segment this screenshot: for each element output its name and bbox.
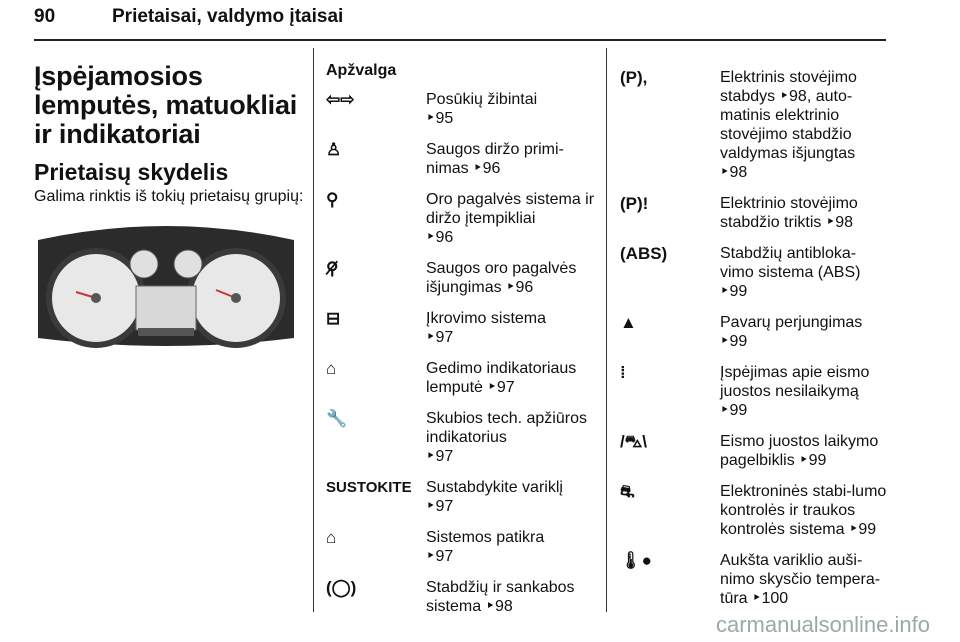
lane-keep-assist-icon: /⛍\ bbox=[620, 432, 647, 451]
page-number: 90 bbox=[34, 6, 56, 27]
parking-brake-fault-icon: (P)! bbox=[620, 194, 649, 213]
indicator-entry bbox=[326, 309, 596, 347]
page-reference[interactable]: ‣ 98 bbox=[486, 598, 513, 615]
page-reference[interactable]: ‣ 97 bbox=[426, 448, 453, 465]
instrument-cluster-illustration bbox=[34, 220, 298, 352]
entry-text: Gedimo indikatoriaus lemputė bbox=[426, 360, 577, 396]
stability-control-icon: ⛐ bbox=[620, 482, 635, 501]
page-reference[interactable]: ‣ 95 bbox=[426, 110, 453, 127]
entry-text: Įkrovimo sistema bbox=[426, 310, 547, 327]
shift-arrow-icon: ▲ bbox=[620, 313, 637, 332]
indicator-entry bbox=[620, 313, 888, 351]
subsection-heading: Prietaisų skydelis bbox=[34, 159, 229, 185]
column-1 bbox=[34, 62, 304, 207]
indicator-entry bbox=[326, 359, 596, 397]
indicator-entry bbox=[326, 140, 596, 178]
indicator-entry bbox=[620, 244, 888, 301]
lane-departure-icon: ⁞ bbox=[620, 363, 626, 382]
entry-text: Posūkių žibintai bbox=[426, 91, 538, 108]
page-reference[interactable]: ‣ 97 bbox=[426, 329, 453, 346]
indicator-entry bbox=[620, 194, 888, 232]
indicator-entry bbox=[620, 363, 888, 420]
entry-text: Stabdžių antibloka-vimo sistema (ABS) bbox=[720, 245, 861, 281]
entry-text: Skubios tech. apžiūros indikatorius bbox=[426, 410, 587, 446]
indicator-entry bbox=[326, 528, 596, 566]
column-2 bbox=[326, 62, 596, 628]
airbag-icon: ⚲ bbox=[326, 190, 339, 209]
entry-text-continued: , auto-matinis elektrinio stovėjimo stabdžio valdymas išjungtas bbox=[720, 88, 856, 162]
battery-icon: ⊟ bbox=[326, 309, 341, 328]
column-3 bbox=[620, 68, 888, 620]
watermark: carmanualsonline.info bbox=[715, 612, 930, 637]
indicator-entry bbox=[326, 259, 596, 297]
entry-text: Eismo juostos laikymo pagelbiklis bbox=[720, 433, 879, 469]
header-rule bbox=[34, 39, 886, 41]
indicator-entry bbox=[620, 432, 888, 470]
page-reference[interactable]: ‣ 99 bbox=[720, 402, 747, 419]
parking-brake-icon: (P), bbox=[620, 68, 648, 87]
system-check-icon: ⌂ bbox=[326, 528, 337, 547]
indicator-entry bbox=[326, 190, 596, 247]
coolant-temperature-icon: 🌡● bbox=[620, 551, 652, 570]
page-reference[interactable]: ‣ 96 bbox=[506, 279, 533, 296]
wrench-icon: 🔧 bbox=[326, 409, 348, 428]
airbag-off-icon: ⚲̸ bbox=[326, 259, 339, 278]
page-reference[interactable]: ‣ 96 bbox=[473, 160, 500, 177]
entry-text: Oro pagalvės sistema ir diržo įtempikliai bbox=[426, 191, 595, 227]
page-reference[interactable]: ‣ 97 bbox=[426, 498, 453, 515]
entry-text: Saugos diržo primi-nimas bbox=[426, 141, 564, 177]
overview-heading: Apžvalga bbox=[326, 62, 397, 79]
entry-text: Elektrinis stovėjimo stabdys bbox=[720, 69, 857, 105]
page-header bbox=[34, 4, 886, 44]
indicator-entry bbox=[326, 409, 596, 466]
section-heading: Įspėjamosios lemputės, matuokliai ir indikatoriai bbox=[34, 61, 298, 149]
indicator-entry bbox=[326, 578, 596, 616]
abs-icon: (ABS) bbox=[620, 244, 668, 263]
entry-text: Sustabdykite variklį bbox=[426, 479, 563, 496]
seat-belt-icon: ♙ bbox=[326, 140, 342, 159]
column-divider bbox=[606, 48, 607, 612]
brake-system-icon: (◯) bbox=[326, 578, 357, 597]
turn-signal-icon: ⇦⇨ bbox=[326, 90, 355, 109]
page-title: Prietaisai, valdymo įtaisai bbox=[112, 6, 344, 27]
intro-text: Galima rinktis iš tokių prietaisų grupių: bbox=[34, 188, 304, 205]
entry-text: Aukšta variklio auši-nimo skysčio tempera-tūra bbox=[720, 552, 881, 607]
page-reference[interactable]: ‣ 96 bbox=[426, 229, 453, 246]
entry-text: Sistemos patikra bbox=[426, 529, 545, 546]
page-reference[interactable]: ‣ 98 bbox=[780, 88, 807, 105]
stop-label: SUSTOKITE bbox=[326, 479, 412, 496]
indicator-entry bbox=[326, 90, 596, 128]
page-reference[interactable]: ‣ 100 bbox=[752, 590, 788, 607]
indicator-entry bbox=[620, 482, 888, 539]
indicator-entry bbox=[620, 551, 888, 608]
page-reference[interactable]: ‣ 99 bbox=[849, 521, 876, 538]
column-divider bbox=[313, 48, 314, 612]
page-reference[interactable]: ‣ 99 bbox=[720, 333, 747, 350]
engine-icon: ⌂ bbox=[326, 359, 337, 378]
indicator-entry bbox=[620, 68, 888, 182]
entry-text: Stabdžių ir sankabos sistema bbox=[426, 579, 575, 615]
entry-text: Elektrinio stovėjimo stabdžio triktis bbox=[720, 195, 858, 231]
page-reference[interactable]: ‣ 99 bbox=[799, 452, 826, 469]
entry-text: Įspėjimas apie eismo juostos nesilaikymą bbox=[720, 364, 870, 400]
indicator-entry bbox=[326, 478, 596, 516]
page-reference[interactable]: ‣ 99 bbox=[720, 283, 747, 300]
entry-text: Elektroninės stabi-lumo kontrolės ir traukos kontrolės sistema bbox=[720, 483, 887, 538]
entry-text: Saugos oro pagalvės išjungimas bbox=[426, 260, 577, 296]
entry-text: Pavarų perjungimas bbox=[720, 314, 863, 331]
page-reference[interactable]: ‣ 98 bbox=[720, 164, 747, 181]
page-reference[interactable]: ‣ 97 bbox=[487, 379, 514, 396]
page-reference[interactable]: ‣ 98 bbox=[826, 214, 853, 231]
page-reference[interactable]: ‣ 97 bbox=[426, 548, 453, 565]
